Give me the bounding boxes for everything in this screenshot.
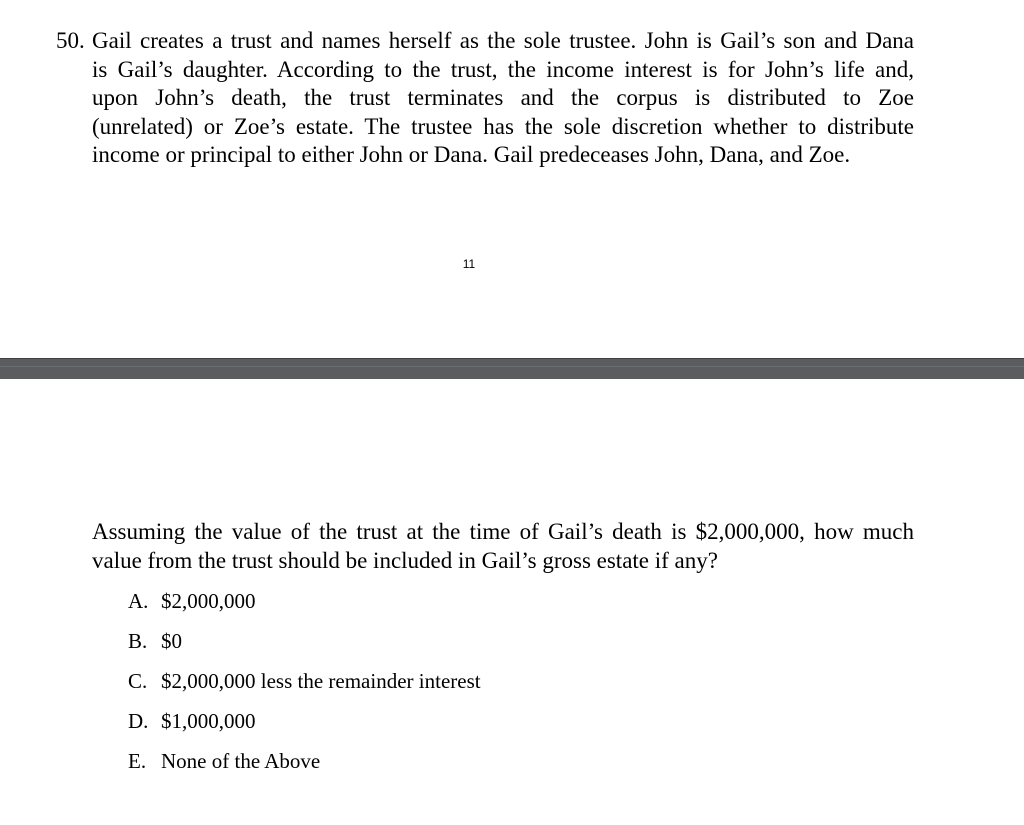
prompt-line: Assuming the value of the trust at the time of Gail’s death is $2,000,000, how much [92,519,914,544]
page-11-bottom [0,0,1024,358]
option-text: None of the Above [161,749,321,773]
answer-option-a [128,588,481,628]
option-text: $2,000,000 [161,589,256,613]
question-line: is Gail’s daughter. According to the trust, the income interest is for John’s life and, [92,56,914,82]
question-line: income or principal to either John or Dana. Gail predeceases John, Dana, and Zoe. [92,142,851,167]
option-letter: D. [128,709,149,733]
answer-option-e [128,748,481,788]
question-prompt [92,518,914,575]
option-text: $1,000,000 [161,709,256,733]
option-text: $0 [161,629,182,653]
option-letter: E. [128,749,147,773]
prompt-line: value from the trust should be included in Gail’s gross estate if any? [92,547,718,573]
page-number: 11 [462,257,476,271]
page-break-divider [0,358,1024,379]
option-letter: C. [128,669,148,693]
answer-option-c [128,668,481,708]
option-letter: A. [128,589,149,613]
question-number: 50. [56,28,85,53]
question-line: Gail creates a trust and names herself as the sole trustee. John is Gail’s son and Dana [92,28,914,53]
answer-option-d [128,708,481,748]
question-text [92,27,914,170]
question-line: (unrelated) or Zoe’s estate. The trustee has the sole discretion whether to distribute [92,113,914,139]
option-text: $2,000,000 less the remainder interest [161,669,481,693]
option-letter: B. [128,629,148,653]
question-line: upon John’s death, the trust terminates and the corpus is distributed to Zoe [92,85,914,110]
answer-options [128,588,481,788]
answer-option-b [128,628,481,668]
